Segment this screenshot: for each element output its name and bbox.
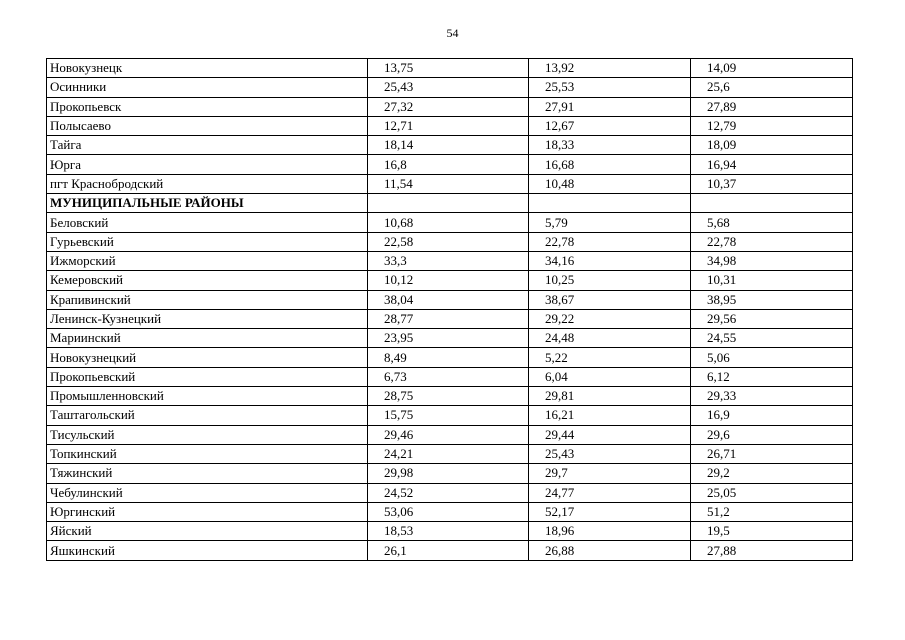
- table-row: [47, 97, 853, 116]
- row-value-2-cell: 16,68: [529, 155, 691, 174]
- row-value-2-cell: 29,44: [529, 425, 691, 444]
- row-value-3-cell: [691, 194, 853, 213]
- table-row: [47, 59, 853, 78]
- row-name-cell: Юрга: [47, 155, 368, 174]
- table-row: [47, 329, 853, 348]
- row-name-cell: Кемеровский: [47, 271, 368, 290]
- row-value-2-cell: 26,88: [529, 541, 691, 560]
- row-name-cell: Тайга: [47, 136, 368, 155]
- row-value-3-cell: 12,79: [691, 116, 853, 135]
- row-value-3-cell: 16,9: [691, 406, 853, 425]
- row-value-3-cell: 27,89: [691, 97, 853, 116]
- table-row: [47, 78, 853, 97]
- row-value-1-cell: 33,3: [368, 251, 529, 270]
- row-value-1-cell: 24,52: [368, 483, 529, 502]
- table-row: [47, 522, 853, 541]
- row-value-3-cell: 6,12: [691, 367, 853, 386]
- row-value-3-cell: 29,33: [691, 387, 853, 406]
- row-value-3-cell: 10,31: [691, 271, 853, 290]
- row-value-2-cell: 18,96: [529, 522, 691, 541]
- row-value-2-cell: 13,92: [529, 59, 691, 78]
- row-value-2-cell: 25,43: [529, 444, 691, 463]
- row-value-2-cell: 24,48: [529, 329, 691, 348]
- table-row: [47, 136, 853, 155]
- table-row: [47, 232, 853, 251]
- row-value-3-cell: 25,6: [691, 78, 853, 97]
- data-table: [46, 58, 853, 561]
- row-value-1-cell: 26,1: [368, 541, 529, 560]
- row-value-1-cell: 6,73: [368, 367, 529, 386]
- row-value-2-cell: 29,7: [529, 464, 691, 483]
- row-value-1-cell: 18,14: [368, 136, 529, 155]
- row-value-2-cell: 52,17: [529, 502, 691, 521]
- row-value-1-cell: 12,71: [368, 116, 529, 135]
- row-value-2-cell: 24,77: [529, 483, 691, 502]
- row-name-cell: Промышленновский: [47, 387, 368, 406]
- row-value-1-cell: 38,04: [368, 290, 529, 309]
- row-name-cell: Топкинский: [47, 444, 368, 463]
- table-row: [47, 367, 853, 386]
- row-name-cell: Ижморский: [47, 251, 368, 270]
- row-name-cell: Прокопьевский: [47, 367, 368, 386]
- row-value-2-cell: 22,78: [529, 232, 691, 251]
- row-name-cell: Юргинский: [47, 502, 368, 521]
- row-name-cell: Беловский: [47, 213, 368, 232]
- row-name-cell: МУНИЦИПАЛЬНЫЕ РАЙОНЫ: [47, 194, 368, 213]
- row-value-2-cell: 10,25: [529, 271, 691, 290]
- row-value-2-cell: 18,33: [529, 136, 691, 155]
- table-row: [47, 309, 853, 328]
- row-value-1-cell: [368, 194, 529, 213]
- row-value-1-cell: 28,75: [368, 387, 529, 406]
- row-value-1-cell: 29,46: [368, 425, 529, 444]
- row-name-cell: пгт Краснобродский: [47, 174, 368, 193]
- row-value-3-cell: 27,88: [691, 541, 853, 560]
- table-row: [47, 348, 853, 367]
- table-row: [47, 174, 853, 193]
- row-value-1-cell: 10,68: [368, 213, 529, 232]
- row-value-3-cell: 24,55: [691, 329, 853, 348]
- row-name-cell: Гурьевский: [47, 232, 368, 251]
- table-row: [47, 290, 853, 309]
- row-value-2-cell: 12,67: [529, 116, 691, 135]
- row-name-cell: Яйский: [47, 522, 368, 541]
- row-value-1-cell: 22,58: [368, 232, 529, 251]
- row-value-1-cell: 23,95: [368, 329, 529, 348]
- row-value-1-cell: 8,49: [368, 348, 529, 367]
- row-value-3-cell: 29,6: [691, 425, 853, 444]
- row-name-cell: Ленинск-Кузнецкий: [47, 309, 368, 328]
- row-value-1-cell: 10,12: [368, 271, 529, 290]
- row-value-1-cell: 53,06: [368, 502, 529, 521]
- row-name-cell: Яшкинский: [47, 541, 368, 560]
- page-number: 54: [446, 26, 459, 40]
- row-value-1-cell: 28,77: [368, 309, 529, 328]
- table-row: [47, 387, 853, 406]
- row-name-cell: Мариинский: [47, 329, 368, 348]
- row-value-2-cell: 10,48: [529, 174, 691, 193]
- row-value-2-cell: [529, 194, 691, 213]
- table-row: [47, 251, 853, 270]
- row-value-3-cell: 22,78: [691, 232, 853, 251]
- row-value-3-cell: 16,94: [691, 155, 853, 174]
- table-row: [47, 155, 853, 174]
- row-value-2-cell: 29,81: [529, 387, 691, 406]
- row-value-3-cell: 19,5: [691, 522, 853, 541]
- table-row: [47, 464, 853, 483]
- row-name-cell: Тисульский: [47, 425, 368, 444]
- table-row: [47, 406, 853, 425]
- row-value-1-cell: 15,75: [368, 406, 529, 425]
- row-name-cell: Новокузнецкий: [47, 348, 368, 367]
- row-value-2-cell: 6,04: [529, 367, 691, 386]
- row-value-2-cell: 5,79: [529, 213, 691, 232]
- table-row: [47, 425, 853, 444]
- row-name-cell: Чебулинский: [47, 483, 368, 502]
- row-name-cell: Прокопьевск: [47, 97, 368, 116]
- row-value-1-cell: 24,21: [368, 444, 529, 463]
- section-header-row: [47, 194, 853, 213]
- row-value-3-cell: 5,68: [691, 213, 853, 232]
- row-value-1-cell: 11,54: [368, 174, 529, 193]
- row-value-3-cell: 38,95: [691, 290, 853, 309]
- row-name-cell: Осинники: [47, 78, 368, 97]
- table-row: [47, 444, 853, 463]
- row-name-cell: Новокузнецк: [47, 59, 368, 78]
- row-name-cell: Таштагольский: [47, 406, 368, 425]
- row-value-2-cell: 5,22: [529, 348, 691, 367]
- row-value-3-cell: 14,09: [691, 59, 853, 78]
- row-value-2-cell: 34,16: [529, 251, 691, 270]
- row-value-1-cell: 25,43: [368, 78, 529, 97]
- table-row: [47, 541, 853, 560]
- row-value-3-cell: 10,37: [691, 174, 853, 193]
- table-body: [47, 59, 853, 561]
- row-name-cell: Крапивинский: [47, 290, 368, 309]
- row-value-1-cell: 29,98: [368, 464, 529, 483]
- table-row: [47, 502, 853, 521]
- table-row: [47, 271, 853, 290]
- row-value-2-cell: 29,22: [529, 309, 691, 328]
- row-value-3-cell: 25,05: [691, 483, 853, 502]
- row-value-3-cell: 5,06: [691, 348, 853, 367]
- row-value-3-cell: 18,09: [691, 136, 853, 155]
- row-value-1-cell: 27,32: [368, 97, 529, 116]
- row-value-3-cell: 26,71: [691, 444, 853, 463]
- row-value-3-cell: 34,98: [691, 251, 853, 270]
- row-name-cell: Тяжинский: [47, 464, 368, 483]
- row-value-2-cell: 25,53: [529, 78, 691, 97]
- row-value-2-cell: 38,67: [529, 290, 691, 309]
- row-name-cell: Полысаево: [47, 116, 368, 135]
- row-value-3-cell: 51,2: [691, 502, 853, 521]
- table-row: [47, 213, 853, 232]
- row-value-1-cell: 18,53: [368, 522, 529, 541]
- table-row: [47, 116, 853, 135]
- table-row: [47, 483, 853, 502]
- row-value-3-cell: 29,2: [691, 464, 853, 483]
- row-value-1-cell: 16,8: [368, 155, 529, 174]
- row-value-2-cell: 16,21: [529, 406, 691, 425]
- row-value-2-cell: 27,91: [529, 97, 691, 116]
- row-value-3-cell: 29,56: [691, 309, 853, 328]
- row-value-1-cell: 13,75: [368, 59, 529, 78]
